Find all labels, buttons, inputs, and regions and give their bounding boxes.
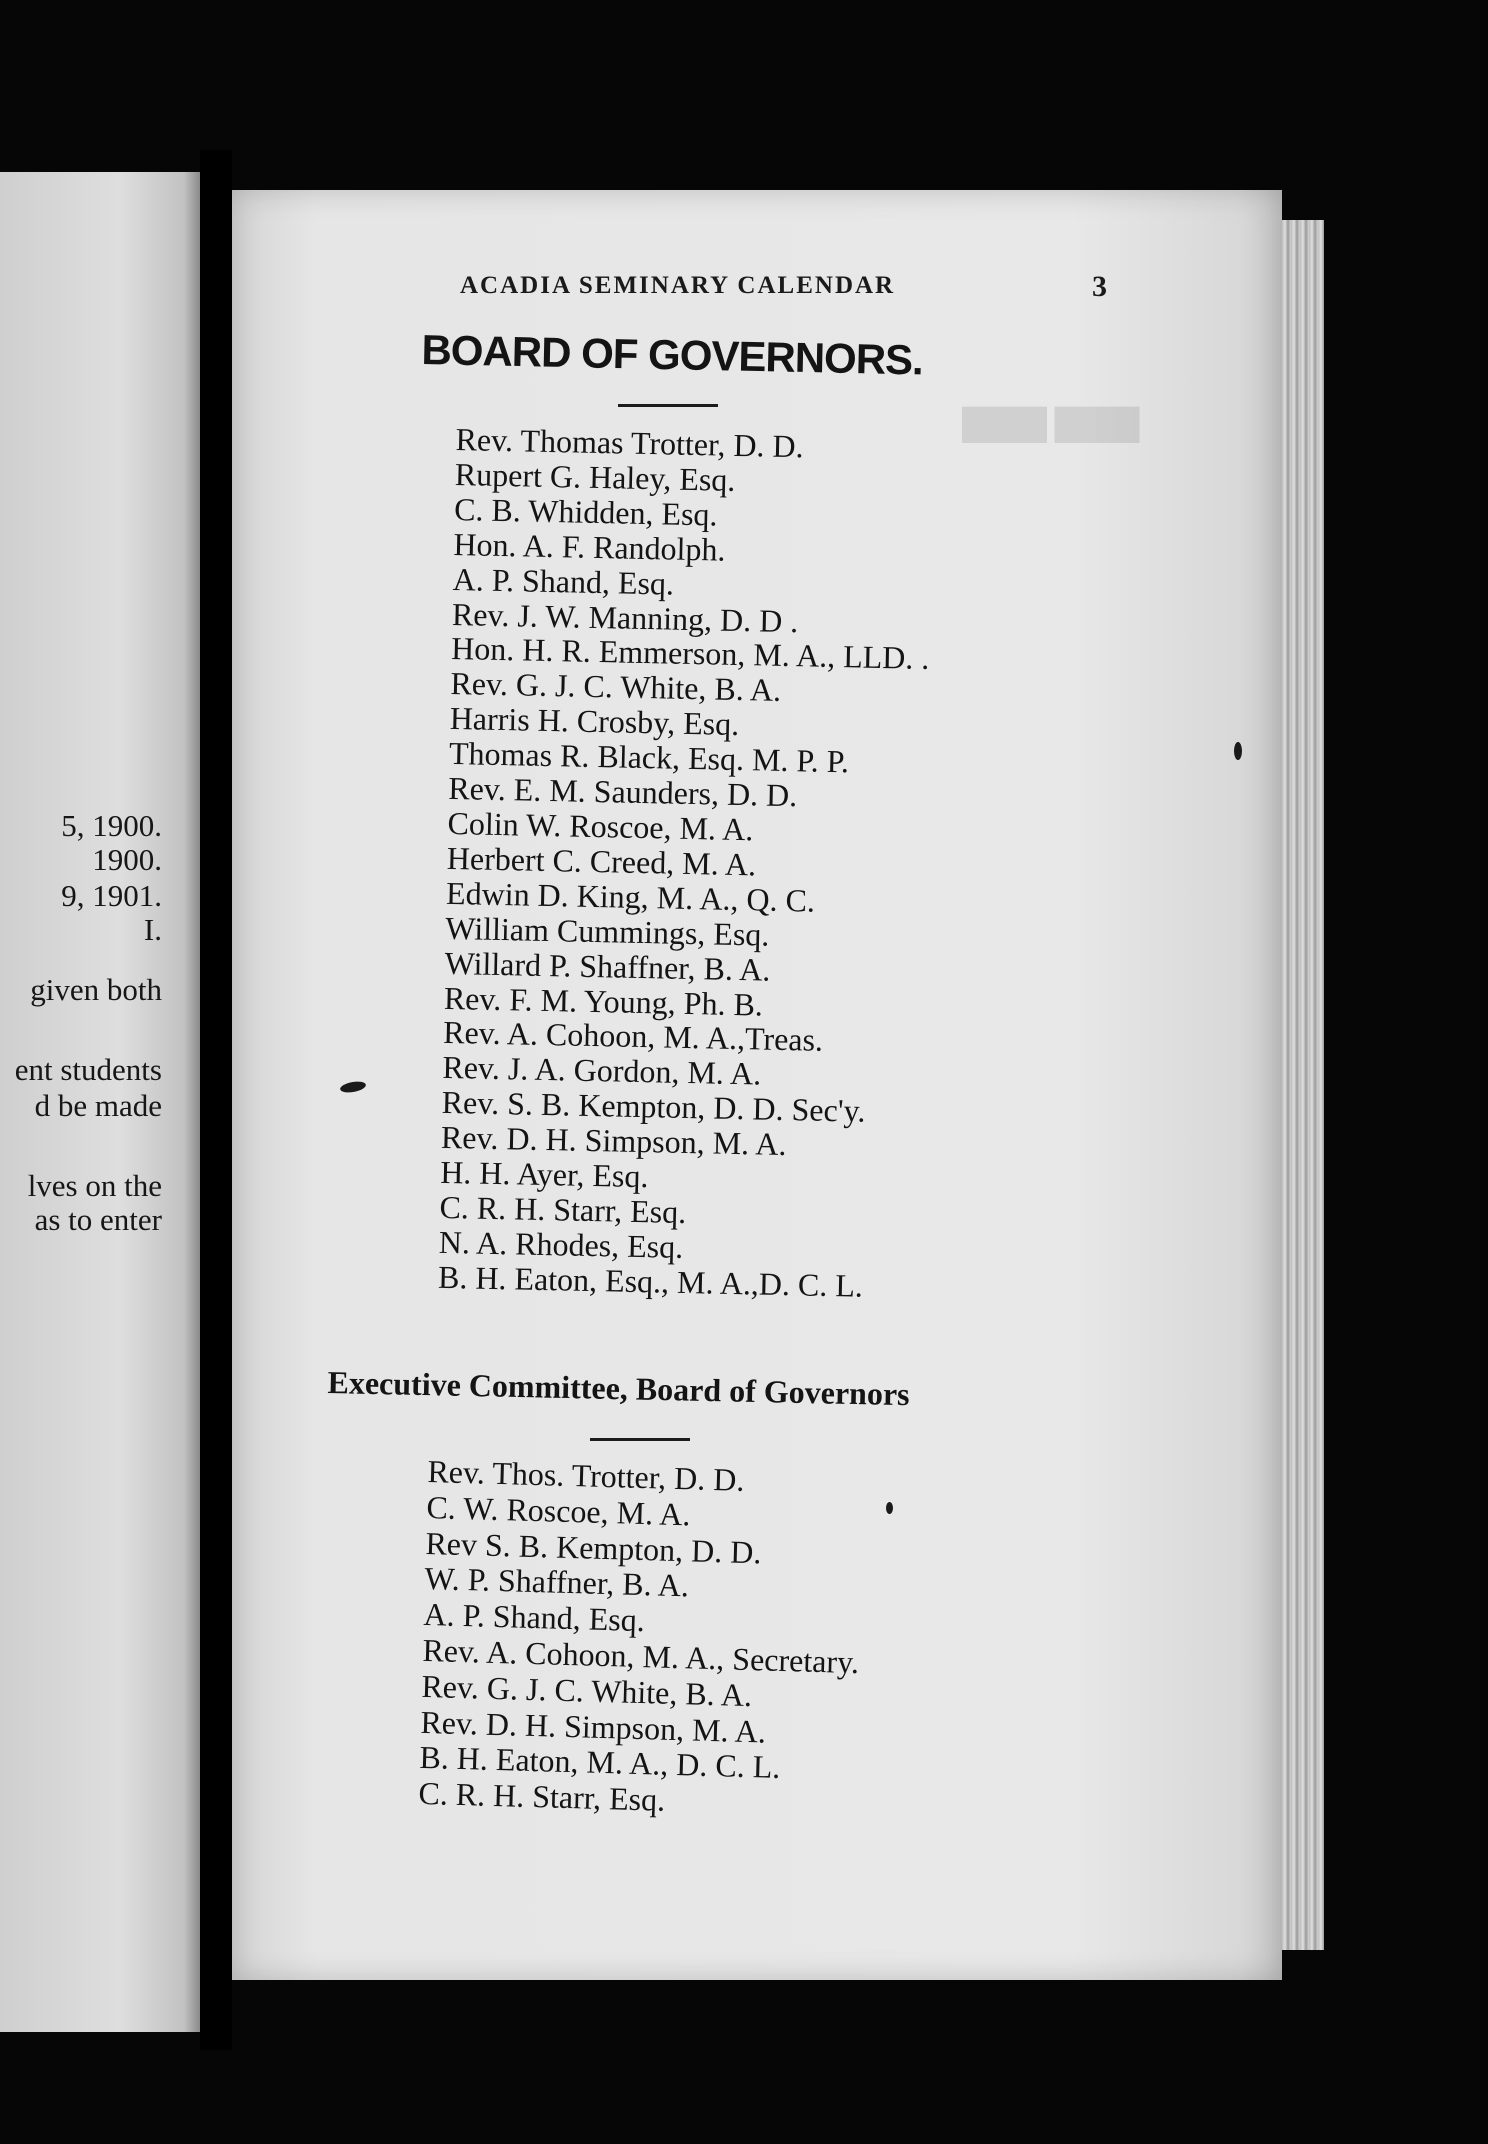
bleed-through-decoration: ████ ████: [962, 408, 1140, 441]
list-item: Hon. H. R. Emmerson, M. A., LLD. .: [450, 630, 930, 677]
calendar-page: [232, 190, 1282, 1980]
left-facing-page: [0, 172, 200, 2032]
title-rule: [618, 404, 718, 407]
list-item: H. H. Ayer, Esq.: [439, 1153, 649, 1195]
list-item: Harris H. Crosby, Esq.: [449, 700, 740, 743]
list-item: Rev. F. M. Young, Ph. B.: [443, 979, 764, 1023]
list-item: Hon. A. F. Randolph.: [453, 525, 726, 568]
list-item: Rev. J. A. Gordon, M. A.: [442, 1049, 762, 1092]
list-item: Rupert G. Haley, Esq.: [454, 455, 736, 498]
executive-members-list: [418, 1454, 865, 1824]
left-page-line: 9, 1901.: [61, 878, 162, 913]
list-item: Rev. Thomas Trotter, D. D.: [455, 421, 805, 465]
list-item: A. P. Shand, Esq.: [452, 560, 675, 602]
executive-committee-title: Executive Committee, Board of Governors: [327, 1364, 910, 1413]
subsection-rule: [590, 1438, 690, 1441]
left-page-line: as to enter: [34, 1202, 162, 1237]
running-header: ACADIA SEMINARY CALENDAR: [460, 272, 896, 299]
list-item: William Cummings, Esq.: [445, 909, 770, 953]
list-item: Rev S. B. Kempton, D. D.: [425, 1524, 762, 1570]
book-gutter: [200, 150, 232, 2050]
list-item: B. H. Eaton, M. A., D. C. L.: [419, 1739, 781, 1786]
left-page-line: lves on the: [27, 1168, 162, 1203]
list-item: Thomas R. Black, Esq. M. P. P.: [448, 735, 850, 780]
board-members-list: [438, 422, 934, 1304]
left-page-line: I.: [143, 912, 162, 947]
ink-mark: [886, 1502, 893, 1514]
list-item: C. W. Roscoe, M. A.: [426, 1488, 691, 1533]
list-item: Colin W. Roscoe, M. A.: [447, 804, 754, 848]
list-item: Rev. Thos. Trotter, D. D.: [427, 1453, 745, 1498]
list-item: A. P. Shand, Esq.: [423, 1596, 646, 1639]
list-item: N. A. Rhodes, Esq.: [438, 1223, 684, 1265]
list-item: Rev. S. B. Kempton, D. D. Sec'y.: [441, 1084, 866, 1129]
ink-mark: [339, 1080, 366, 1094]
list-item: Rev. A. Cohoon, M. A., Secretary.: [422, 1631, 860, 1681]
page-edge: [1282, 220, 1324, 1950]
list-item: C. R. H. Starr, Esq.: [439, 1188, 687, 1230]
list-item: Rev. G. J. C. White, B. A.: [450, 665, 782, 709]
list-item: Rev. D. H. Simpson, M. A.: [420, 1703, 767, 1750]
board-of-governors-title: BOARD OF GOVERNORS.: [421, 326, 924, 384]
list-item: C. R. H. Starr, Esq.: [418, 1775, 666, 1818]
ink-mark: [1234, 742, 1242, 760]
left-page-line: 5, 1900.: [61, 808, 162, 843]
page-number: 3: [1092, 270, 1107, 303]
list-item: Rev. G. J. C. White, B. A.: [421, 1667, 753, 1713]
list-item: Rev. A. Cohoon, M. A.,Treas.: [442, 1014, 824, 1059]
left-page-line: 1900.: [92, 842, 162, 877]
left-page-line: given both: [30, 972, 162, 1007]
list-item: Edwin D. King, M. A., Q. C.: [445, 874, 816, 919]
list-item: Rev. D. H. Simpson, M. A.: [440, 1118, 787, 1163]
list-item: B. H. Eaton, Esq., M. A.,D. C. L.: [437, 1258, 864, 1304]
left-page-line: ent students: [14, 1052, 162, 1087]
list-item: W. P. Shaffner, B. A.: [424, 1560, 690, 1604]
list-item: C. B. Whidden, Esq.: [453, 490, 718, 533]
list-item: Herbert C. Creed, M. A.: [446, 839, 757, 883]
left-page-line: d be made: [34, 1088, 162, 1123]
list-item: Rev. E. M. Saunders, D. D.: [447, 769, 798, 814]
list-item: Willard P. Shaffner, B. A.: [444, 944, 771, 988]
list-item: Rev. J. W. Manning, D. D .: [451, 595, 799, 639]
